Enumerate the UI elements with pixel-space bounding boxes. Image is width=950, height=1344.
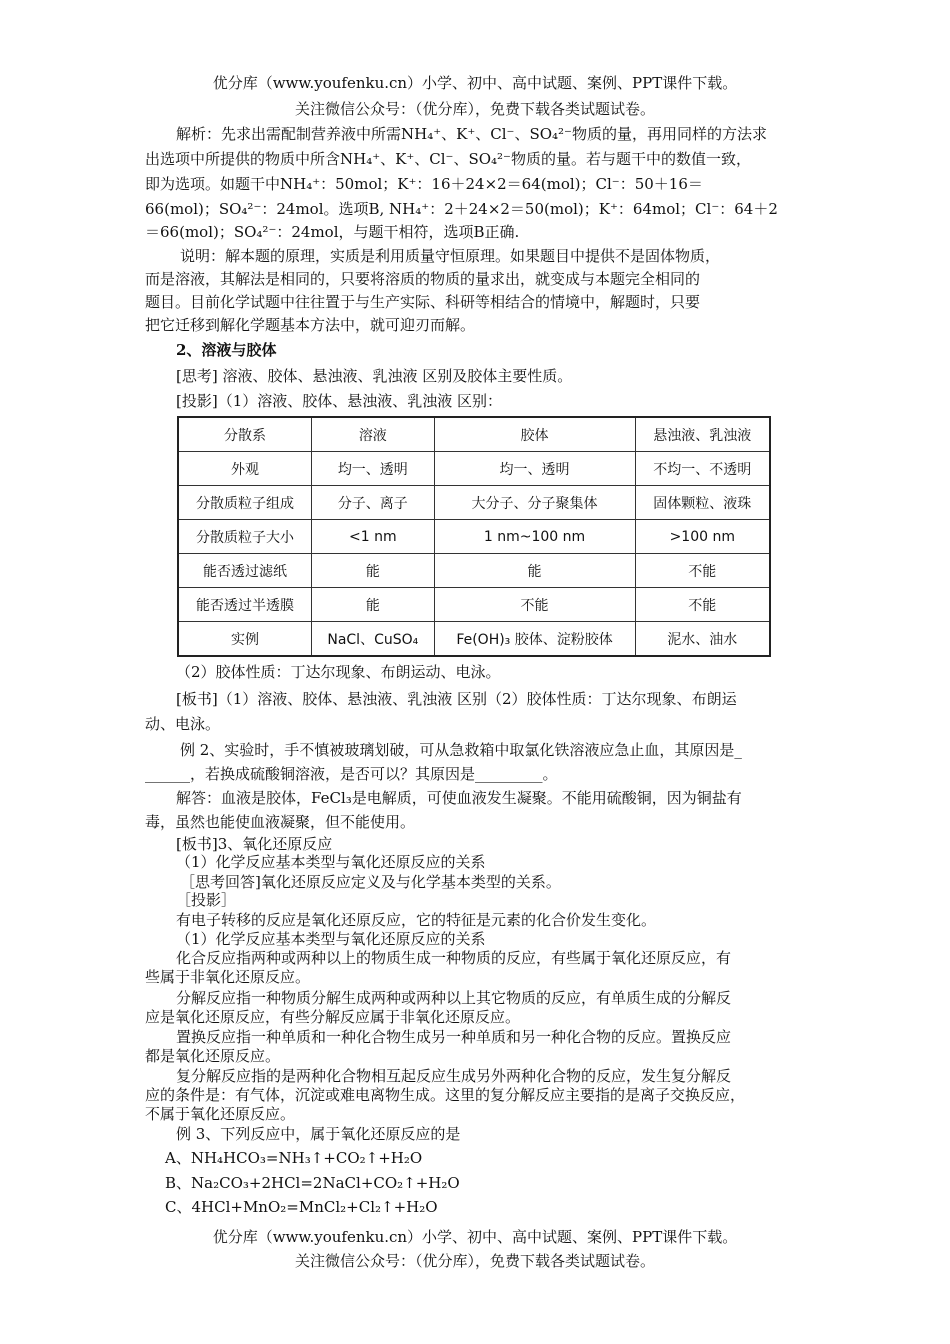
double-replacement-line-3: 不属于氧化还原反应。 [145,1105,296,1123]
example-3-option-a: A、NH₄HCO₃=NH₃↑+CO₂↑+H₂O [165,1149,423,1167]
table-header-cell: 分散系 [178,417,312,452]
note-line-1: 说明：解本题的原理，实质是利用质量守恒原理。如果题目中提供不是固体物质， [180,247,721,265]
section-3-subtitle-2: （1）化学反应基本类型与氧化还原反应的关系 [176,930,486,948]
footer-line-2: 关注微信公众号：（优分库），免费下载各类试题试卷。 [294,1252,655,1270]
dispersion-table [177,416,771,657]
table-cell: 不能 [434,588,635,622]
combination-line-2: 些属于非氧化还原反应。 [145,968,311,986]
note-line-4: 把它迁移到解化学题基本方法中，就可迎刃而解。 [145,316,476,334]
colloid-properties: （2）胶体性质：丁达尔现象、布朗运动、电泳。 [176,663,501,681]
note-line-3: 题目。目前化学试题中往往置于与生产实际、科研等相结合的情境中，解题时，只要 [145,293,701,311]
table-cell: 均一、透明 [434,452,635,486]
table-cell: 不能 [635,588,770,622]
table-cell: 实例 [178,622,312,657]
footer-line-1: 优分库（www.youfenku.cn）小学、初中、高中试题、案例、PPT课件下载。 [212,1228,738,1246]
table-cell: NaCl、CuSO₄ [312,622,434,657]
table-cell: 不均一、不透明 [635,452,770,486]
replacement-line-1: 置换反应指一种单质和一种化合物生成另一种单质和另一种化合物的反应。置换反应 [176,1028,732,1046]
table-cell: <1 nm [312,520,434,554]
example-2-line-2: ______，若换成硫酸铜溶液，是否可以？其原因是_________。 [145,765,558,783]
table-cell: >100 nm [635,520,770,554]
table-row [178,452,770,486]
section-3-definition: 有电子转移的反应是氧化还原反应，它的特征是元素的化合价发生变化。 [176,911,657,929]
table-header-row [178,417,770,452]
table-cell: 分散质粒子组成 [178,486,312,520]
table-row [178,486,770,520]
combination-line-1: 化合反应指两种或两种以上的物质生成一种物质的反应，有些属于氧化还原反应，有 [176,949,732,967]
header-line-1: 优分库（www.youfenku.cn）小学、初中、高中试题、案例、PPT课件下载。 [212,74,738,92]
double-replacement-line-1: 复分解反应指的是两种化合物相互起反应生成另外两种化合物的反应，发生复分解反 [176,1067,732,1085]
table-row [178,588,770,622]
table-cell: 能 [312,588,434,622]
example-2-answer-1: 解答：血液是胶体，FeCl₃是电解质，可使血液发生凝聚。不能用硫酸铜，因为铜盐有 [176,789,742,807]
table-cell: 分散质粒子大小 [178,520,312,554]
table-row [178,622,770,657]
section-3-projection: ［投影］ [176,891,237,909]
table-cell: 固体颗粒、液珠 [635,486,770,520]
example-3-question: 例 3、下列反应中，属于氧化还原反应的是 [176,1125,461,1143]
example-2-line-1: 例 2、实验时，手不慎被玻璃划破，可从急救箱中取氯化铁溶液应急止血，其原因是_ [180,741,742,759]
table-cell: 1 nm~100 nm [434,520,635,554]
analysis-line-5: ＝66(mol)；SO₄²⁻：24mol，与题干相符，选项B正确. [145,223,520,241]
table-header-cell: 胶体 [434,417,635,452]
table-cell: 泥水、油水 [635,622,770,657]
section-2-think: [思考] 溶液、胶体、悬浊液、乳浊液 区别及胶体主要性质。 [176,367,573,385]
table-row [178,520,770,554]
double-replacement-line-2: 应的条件是：有气体，沉淀或难电离物生成。这里的复分解反应主要指的是离子交换反应， [145,1086,746,1104]
colloid-board-line-1: [板书]（1）溶液、胶体、悬浊液、乳浊液 区别（2）胶体性质：丁达尔现象、布朗运 [176,690,737,708]
table-row [178,554,770,588]
table-header-cell: 悬浊液、乳浊液 [635,417,770,452]
table-cell: 大分子、分子聚集体 [434,486,635,520]
colloid-board-line-2: 动、电泳。 [145,715,221,733]
section-3-think: ［思考回答]氧化还原反应定义及与化学基本类型的关系。 [180,873,561,891]
header-line-2: 关注微信公众号：（优分库），免费下载各类试题试卷。 [294,100,655,118]
table-cell: 均一、透明 [312,452,434,486]
analysis-line-1: 解析：先求出需配制营养液中所需NH₄⁺、K⁺、Cl⁻、SO₄²⁻物质的量，再用同样的方法求 [176,125,767,143]
example-3-option-c: C、4HCl+MnO₂=MnCl₂+Cl₂↑+H₂O [165,1198,438,1216]
note-line-2: 而是溶液，其解法是相同的，只要将溶质的物质的量求出，就变成与本题完全相同的 [145,270,701,288]
table-cell: 能 [434,554,635,588]
table-cell: 能否透过半透膜 [178,588,312,622]
section-3-subtitle-1: （1）化学反应基本类型与氧化还原反应的关系 [176,853,486,871]
decomposition-line-2: 应是氧化还原反应，有些分解反应属于非氧化还原反应。 [145,1008,521,1026]
example-2-answer-2: 毒，虽然也能使血液凝聚，但不能使用。 [145,813,416,831]
table-cell: 能否透过滤纸 [178,554,312,588]
section-2-title: 2、溶液与胶体 [176,341,277,359]
table-cell: 分子、离子 [312,486,434,520]
table-cell: 外观 [178,452,312,486]
analysis-line-2: 出选项中所提供的物质中所含NH₄⁺、K⁺、Cl⁻、SO₄²⁻物质的量。若与题干中的数值一致， [145,150,751,168]
analysis-line-3: 即为选项。如题干中NH₄⁺：50mol；K⁺：16＋24×2＝64(mol)；Cl⁻：50＋16＝ [145,175,703,193]
decomposition-line-1: 分解反应指一种物质分解生成两种或两种以上其它物质的反应，有单质生成的分解反 [176,989,732,1007]
section-3-board: [板书]3、氧化还原反应 [176,835,333,853]
table-cell: 不能 [635,554,770,588]
section-2-projection: [投影]（1）溶液、胶体、悬浊液、乳浊液 区别： [176,392,503,410]
analysis-line-4: 66(mol)；SO₄²⁻：24mol。选项B, NH₄⁺：2＋24×2＝50(mol)；K⁺：64mol；Cl⁻：64＋2 [145,200,778,218]
table-header-cell: 溶液 [312,417,434,452]
replacement-line-2: 都是氧化还原反应。 [145,1047,281,1065]
table-cell: Fe(OH)₃ 胶体、淀粉胶体 [434,622,635,657]
table-cell: 能 [312,554,434,588]
example-3-option-b: B、Na₂CO₃+2HCl=2NaCl+CO₂↑+H₂O [165,1174,460,1192]
